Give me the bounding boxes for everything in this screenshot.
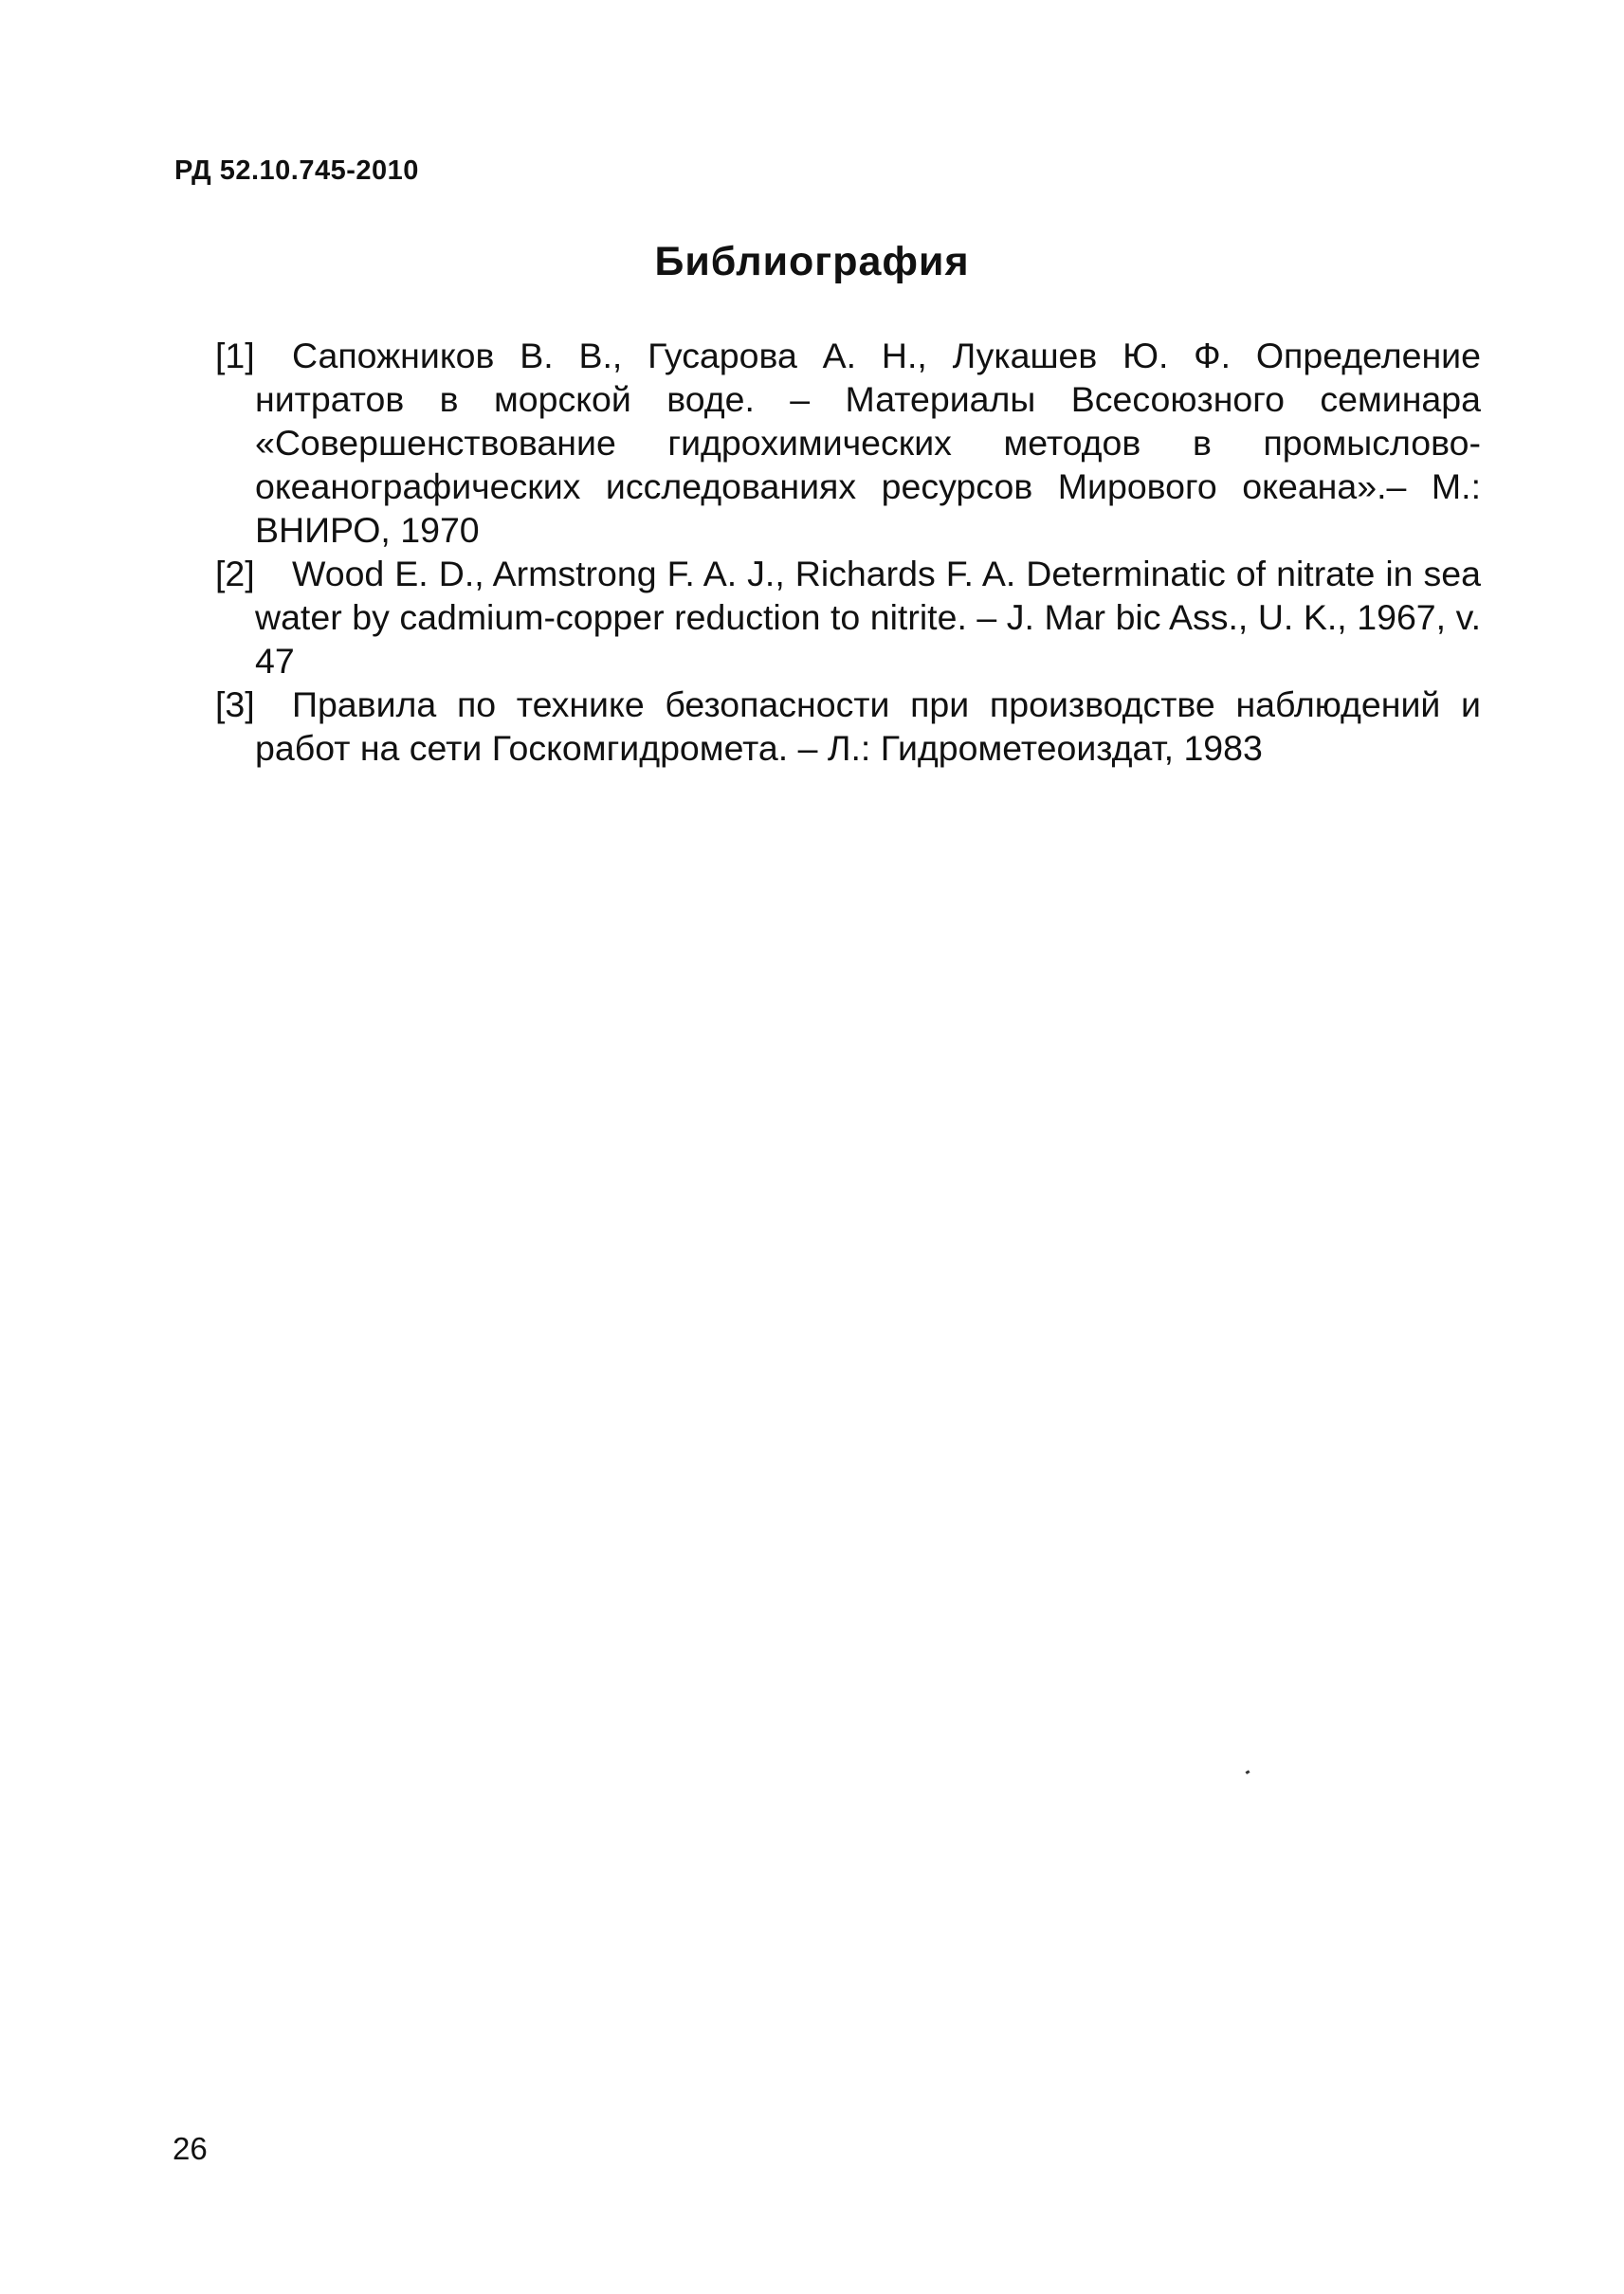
bibliography-item-number: [1]: [215, 336, 255, 375]
bibliography-item-number: [3]: [215, 684, 255, 724]
page-title: Библиография: [654, 239, 970, 284]
bibliography-item-text: Wood E. D., Armstrong F. A. J., Richards F. A. Determinatic of nitrate in sea water by cadmium-copper reduction to nitrite. – J. Mar bic Ass., U. K., 1967, v. 47: [255, 554, 1481, 681]
document-code: РД 52.10.745-2010: [174, 155, 419, 186]
bibliography-item: [215, 552, 1481, 683]
bibliography-list: [215, 334, 1481, 770]
bibliography-item-number: [2]: [215, 554, 255, 593]
bibliography-item: [215, 334, 1481, 552]
scan-speck: [1246, 1770, 1250, 1775]
bibliography-item-text: Сапожников В. В., Гусарова А. Н., Лукашев Ю. Ф. Определение нитратов в морской воде. – Материалы Всесоюзного семинара «Совершенствование гидрохимических методов в промыслово-океанографических исследованиях ресурсов Мирового океана».– М.: ВНИРО, 1970: [255, 336, 1481, 550]
bibliography-item-text: Правила по технике безопасности при производстве наблюдений и работ на сети Госкомгидромета. – Л.: Гидрометеоиздат, 1983: [255, 684, 1481, 768]
bibliography-item: [215, 683, 1481, 770]
page-number: 26: [173, 2131, 208, 2166]
